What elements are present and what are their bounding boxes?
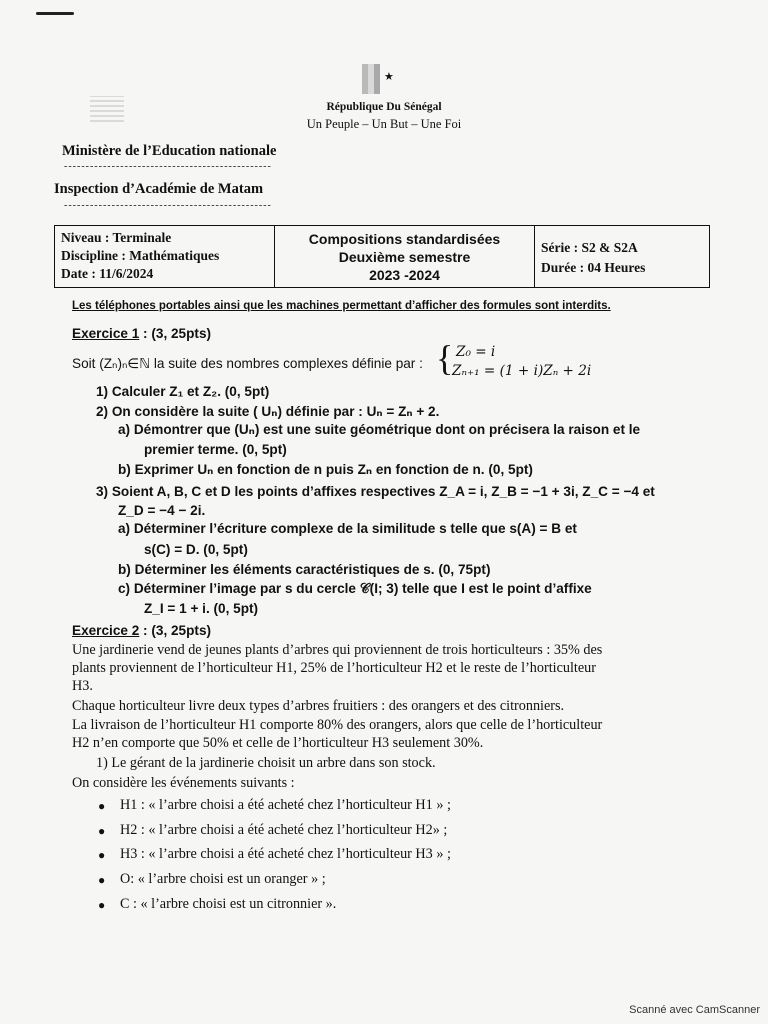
event-c: C : « l’arbre choisi est un citronnier ». [120, 896, 337, 912]
question-2a-cont: premier terme. (0, 5pt) [144, 442, 287, 457]
exercise-2-title: Exercice 2 [72, 623, 140, 638]
exercise-2-points: : (3, 25pts) [139, 623, 212, 638]
ex2-events-intro: On considère les événements suivants : [72, 775, 295, 791]
ex2-paragraph-line-1: Une jardinerie vend de jeunes plants d’arbres qui proviennent de trois horticulteurs : 35% des [72, 642, 603, 658]
exam-year: 2023 -2024 [369, 267, 440, 283]
exercise-2-heading [72, 622, 211, 640]
system-brace: { [436, 338, 454, 378]
event-h2: H2 : « l’arbre choisi a été acheté chez l’horticulteur H2» ; [120, 822, 448, 838]
question-3c: c) Déterminer l’image par s du cercle 𝒞(I; 3) telle que I est le point d’affixe [118, 581, 592, 596]
scan-mark [36, 12, 74, 15]
scanner-watermark: Scanné avec CamScanner [629, 1004, 760, 1016]
question-3b: b) Déterminer les éléments caractéristiques de s. (0, 75pt) [118, 562, 491, 577]
inspection-label: Inspection d’Académie de Matam [54, 181, 264, 197]
question-1: 1) Calculer Z₁ et Z₂. (0, 5pt) [96, 384, 270, 399]
ex2-paragraph-line-3: H3. [72, 678, 93, 694]
recurrence-init: Z₀ = i [456, 344, 496, 360]
question-2: 2) On considère la suite ( Uₙ) définie par : Uₙ = Zₙ + 2. [96, 404, 440, 419]
ex2-question-1: 1) Le gérant de la jardinerie choisit un arbre dans son stock. [96, 755, 436, 771]
niveau-label: Niveau : Terminale [61, 230, 172, 245]
ex2-paragraph-line-2: plants proviennent de l’horticulteur H1, 25% de l’horticulteur H2 et le reste de l’horticulteur [72, 660, 596, 676]
warning-notice: Les téléphones portables ainsi que les machines permettant d’afficher des formules sont interdits. [72, 300, 611, 312]
ex2-paragraph-line-6: H2 n’en comporte que 50% et celle de l’horticulteur H3 seulement 30%. [72, 735, 484, 751]
exam-info-box [54, 225, 710, 288]
question-3c-cont: Z_I = 1 + i. (0, 5pt) [144, 601, 259, 616]
exercise-1-points: : (3, 25pts) [139, 326, 212, 341]
exercise-1-heading [72, 325, 211, 343]
separator-dashes: ------------------------------------------------ [64, 161, 272, 172]
question-2b: b) Exprimer Uₙ en fonction de n puis Zₙ en fonction de n. (0, 5pt) [118, 462, 533, 477]
exam-meta-cell [55, 226, 275, 287]
date-label: Date : 11/6/2024 [61, 266, 154, 281]
bullet-icon: ● [98, 873, 106, 887]
question-2a: a) Démontrer que (Uₙ) est une suite géométrique dont on précisera la raison et le [118, 422, 641, 437]
bullet-icon: ● [98, 824, 106, 838]
question-3-cont: Z_D = −4 − 2i. [118, 503, 206, 518]
ex2-paragraph-line-5: La livraison de l’horticulteur H1 comporte 80% des orangers, alors que celle de l’horticulteur [72, 717, 603, 733]
ministry-label: Ministère de l’Education nationale [62, 143, 277, 159]
star-icon: ★ [384, 71, 394, 83]
bullet-icon: ● [98, 848, 106, 862]
exam-title: Compositions standardisées [308, 231, 501, 247]
recurrence-relation: Zₙ₊₁ = (1 + i)Zₙ + 2i [452, 363, 592, 379]
bullet-icon: ● [98, 898, 106, 912]
discipline-label: Discipline : Mathématiques [61, 248, 220, 263]
event-h3: H3 : « l’arbre choisi a été acheté chez l’horticulteur H3 » ; [120, 846, 451, 862]
exam-title-cell [275, 226, 535, 287]
exercise-1-title: Exercice 1 [72, 326, 140, 341]
national-motto: Un Peuple – Un But – Une Foi [306, 117, 462, 131]
question-3: 3) Soient A, B, C et D les points d’affixes respectives Z_A = i, Z_B = −1 + 3i, Z_C = −4 et [96, 484, 655, 499]
republic-title: République Du Sénégal [326, 101, 442, 113]
exam-series-cell [535, 226, 709, 287]
question-3a: a) Déterminer l’écriture complexe de la similitude s telle que s(A) = B et [118, 521, 577, 536]
event-o: O: « l’arbre choisi est un oranger » ; [120, 871, 326, 887]
exam-semester: Deuxième semestre [338, 249, 471, 265]
event-h1: H1 : « l’arbre choisi a été acheté chez l’horticulteur H1 » ; [120, 797, 451, 813]
duree-label: Durée : 04 Heures [541, 260, 646, 275]
flag-emblem [362, 64, 380, 94]
bullet-icon: ● [98, 799, 106, 813]
exercise-1-intro: Soit (Zₙ)ₙ∈ℕ la suite des nombres complexes définie par : [72, 356, 423, 371]
ex2-paragraph-line-4: Chaque horticulteur livre deux types d’arbres fruitiers : des orangers et des citronniers. [72, 698, 565, 714]
question-3a-cont: s(C) = D. (0, 5pt) [144, 542, 248, 557]
serie-label: Série : S2 & S2A [541, 240, 638, 255]
separator-dashes-2: ------------------------------------------------ [64, 200, 272, 211]
